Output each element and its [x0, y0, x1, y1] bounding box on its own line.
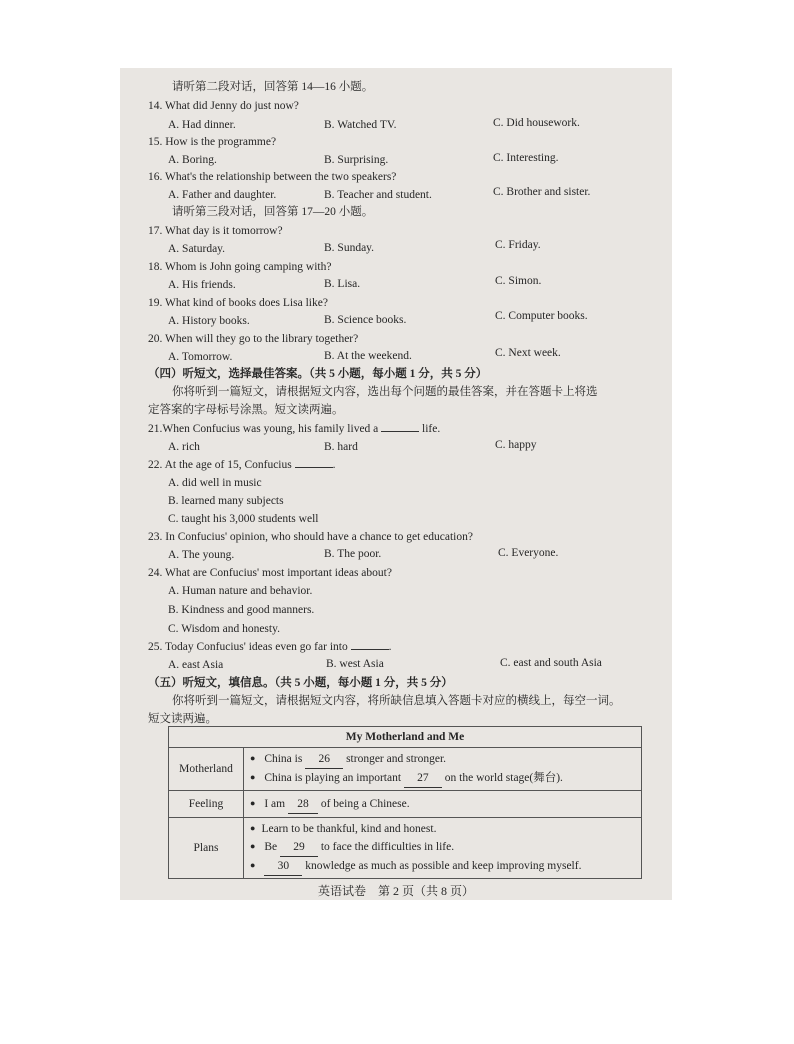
question-14: 14. What did Jenny do just now? — [148, 100, 299, 112]
q21-option-a: A. rich — [168, 441, 200, 453]
question-20: 20. When will they go to the library together? — [148, 333, 359, 345]
feeling-item-1 — [250, 795, 635, 814]
q21-blank — [381, 431, 419, 432]
q17-option-c: C. Friday. — [495, 239, 541, 251]
q16-option-a: A. Father and daughter. — [168, 189, 277, 201]
f1-text-pre: I am — [264, 797, 286, 810]
q19-option-b: B. Science books. — [324, 314, 407, 326]
part5-heading: （五）听短文，填信息。（共 5 小题，每小题 1 分，共 5 分） — [148, 677, 453, 689]
row-label-motherland: Motherland — [169, 748, 244, 791]
q20-option-a: A. Tomorrow. — [168, 351, 233, 363]
q14-option-c: C. Did housework. — [493, 117, 580, 129]
q25-option-b: B. west Asia — [326, 658, 384, 670]
p2-text-post: to face the difficulties in life. — [320, 841, 455, 853]
q20-option-c: C. Next week. — [495, 347, 561, 359]
row-label-feeling: Feeling — [169, 791, 244, 818]
exam-page — [120, 68, 672, 900]
table-title: My Motherland and Me — [169, 727, 642, 748]
q14-option-a: A. Had dinner. — [168, 119, 236, 131]
q16-option-c: C. Brother and sister. — [493, 186, 591, 198]
part4-instruction-2: 定答案的字母标号涂黑。短文读两遍。 — [148, 404, 344, 416]
page-footer: 英语试卷 第 2 页（共 8 页） — [317, 884, 474, 898]
q18-option-a: A. His friends. — [168, 279, 236, 291]
q16-option-b: B. Teacher and student. — [324, 189, 432, 201]
q19-option-c: C. Computer books. — [495, 310, 588, 322]
p2-text-pre: Be — [264, 841, 278, 853]
dialog3-instruction: 请听第三段对话，回答第 17—20 小题。 — [172, 206, 374, 218]
question-23: 23. In Confucius' opinion, who should have a chance to get education? — [148, 531, 473, 543]
q22-blank — [295, 467, 333, 468]
q23-option-c: C. Everyone. — [498, 547, 559, 559]
q22-option-a: A. did well in music — [168, 477, 262, 489]
row-label-plans: Plans — [169, 818, 244, 879]
q17-option-a: A. Saturday. — [168, 243, 226, 255]
feeling-cell — [244, 791, 642, 818]
q24-option-b: B. Kindness and good manners. — [168, 604, 315, 616]
blank-30: 30 — [264, 857, 302, 876]
q21-option-c: C. happy — [495, 439, 537, 451]
q18-option-b: B. Lisa. — [324, 278, 361, 290]
question-25 — [148, 640, 391, 654]
q14-option-b: B. Watched TV. — [324, 119, 397, 131]
plans-item-2 — [250, 838, 635, 857]
blank-28: 28 — [288, 795, 318, 814]
question-18: 18. Whom is John going camping with? — [148, 261, 332, 273]
q24-option-c: C. Wisdom and honesty. — [168, 623, 280, 635]
q15-option-a: A. Boring. — [168, 154, 217, 166]
motherland-item-1 — [250, 750, 635, 769]
q23-option-a: A. The young. — [168, 549, 235, 561]
m1-text-pre: China is — [264, 753, 303, 765]
question-22 — [148, 458, 335, 472]
part5-instruction-2: 短文读两遍。 — [148, 713, 217, 725]
q21-text-pre: 21.When Confucius was young, his family lived a — [148, 423, 379, 435]
motherland-item-2 — [250, 769, 635, 788]
q15-option-b: B. Surprising. — [324, 154, 389, 166]
blank-27: 27 — [404, 769, 442, 788]
q22-text-pre: 22. At the age of 15, Confucius — [148, 459, 292, 471]
part5-instruction-1: 你将听到一篇短文，请根据短文内容，将所缺信息填入答题卡对应的横线上，每空一词。 — [172, 695, 621, 707]
plans-item-3 — [250, 857, 635, 876]
part4-instruction-1: 你将听到一篇短文，请根据短文内容，选出每个问题的最佳答案，并在答题卡上将选 — [172, 386, 598, 398]
plans-item-1: ● Learn to be thankful, kind and honest. — [250, 820, 635, 838]
q25-option-a: A. east Asia — [168, 659, 224, 671]
question-24: 24. What are Confucius' most important ideas about? — [148, 567, 392, 579]
p3-text-post: knowledge as much as possible and keep improving myself. — [305, 860, 582, 872]
info-table — [168, 726, 642, 879]
question-21 — [148, 422, 440, 436]
q15-option-c: C. Interesting. — [493, 152, 559, 164]
q20-option-b: B. At the weekend. — [324, 350, 412, 362]
q25-text-pre: 25. Today Confucius' ideas even go far into — [148, 641, 348, 653]
plans-cell — [244, 818, 642, 879]
blank-26: 26 — [305, 750, 343, 769]
m2-text-post: on the world stage(舞台). — [444, 772, 563, 784]
q22-text-post: . — [332, 459, 336, 471]
q21-text-post: life. — [422, 423, 441, 435]
dialog2-instruction: 请听第二段对话，回答第 14—16 小题。 — [172, 81, 374, 93]
m1-text-post: stronger and stronger. — [346, 753, 447, 765]
q25-option-c: C. east and south Asia — [500, 657, 602, 669]
part4-heading: （四）听短文，选择最佳答案。（共 5 小题，每小题 1 分，共 5 分） — [148, 368, 488, 380]
q22-option-c: C. taught his 3,000 students well — [168, 513, 319, 525]
f1-text-post: of being a Chinese. — [320, 797, 410, 810]
blank-29: 29 — [280, 838, 318, 857]
q19-option-a: A. History books. — [168, 315, 250, 327]
question-15: 15. How is the programme? — [148, 136, 277, 148]
q25-text-post: . — [388, 641, 392, 653]
question-16: 16. What's the relationship between the two speakers? — [148, 171, 397, 183]
q24-option-a: A. Human nature and behavior. — [168, 585, 313, 597]
q21-option-b: B. hard — [324, 441, 358, 453]
motherland-cell — [244, 748, 642, 791]
q18-option-c: C. Simon. — [495, 275, 542, 287]
q17-option-b: B. Sunday. — [324, 242, 375, 254]
q23-option-b: B. The poor. — [324, 548, 382, 560]
question-17: 17. What day is it tomorrow? — [148, 225, 283, 237]
q22-option-b: B. learned many subjects — [168, 495, 284, 507]
q25-blank — [351, 649, 389, 650]
question-19: 19. What kind of books does Lisa like? — [148, 297, 328, 309]
m2-text-pre: China is playing an important — [264, 772, 402, 784]
